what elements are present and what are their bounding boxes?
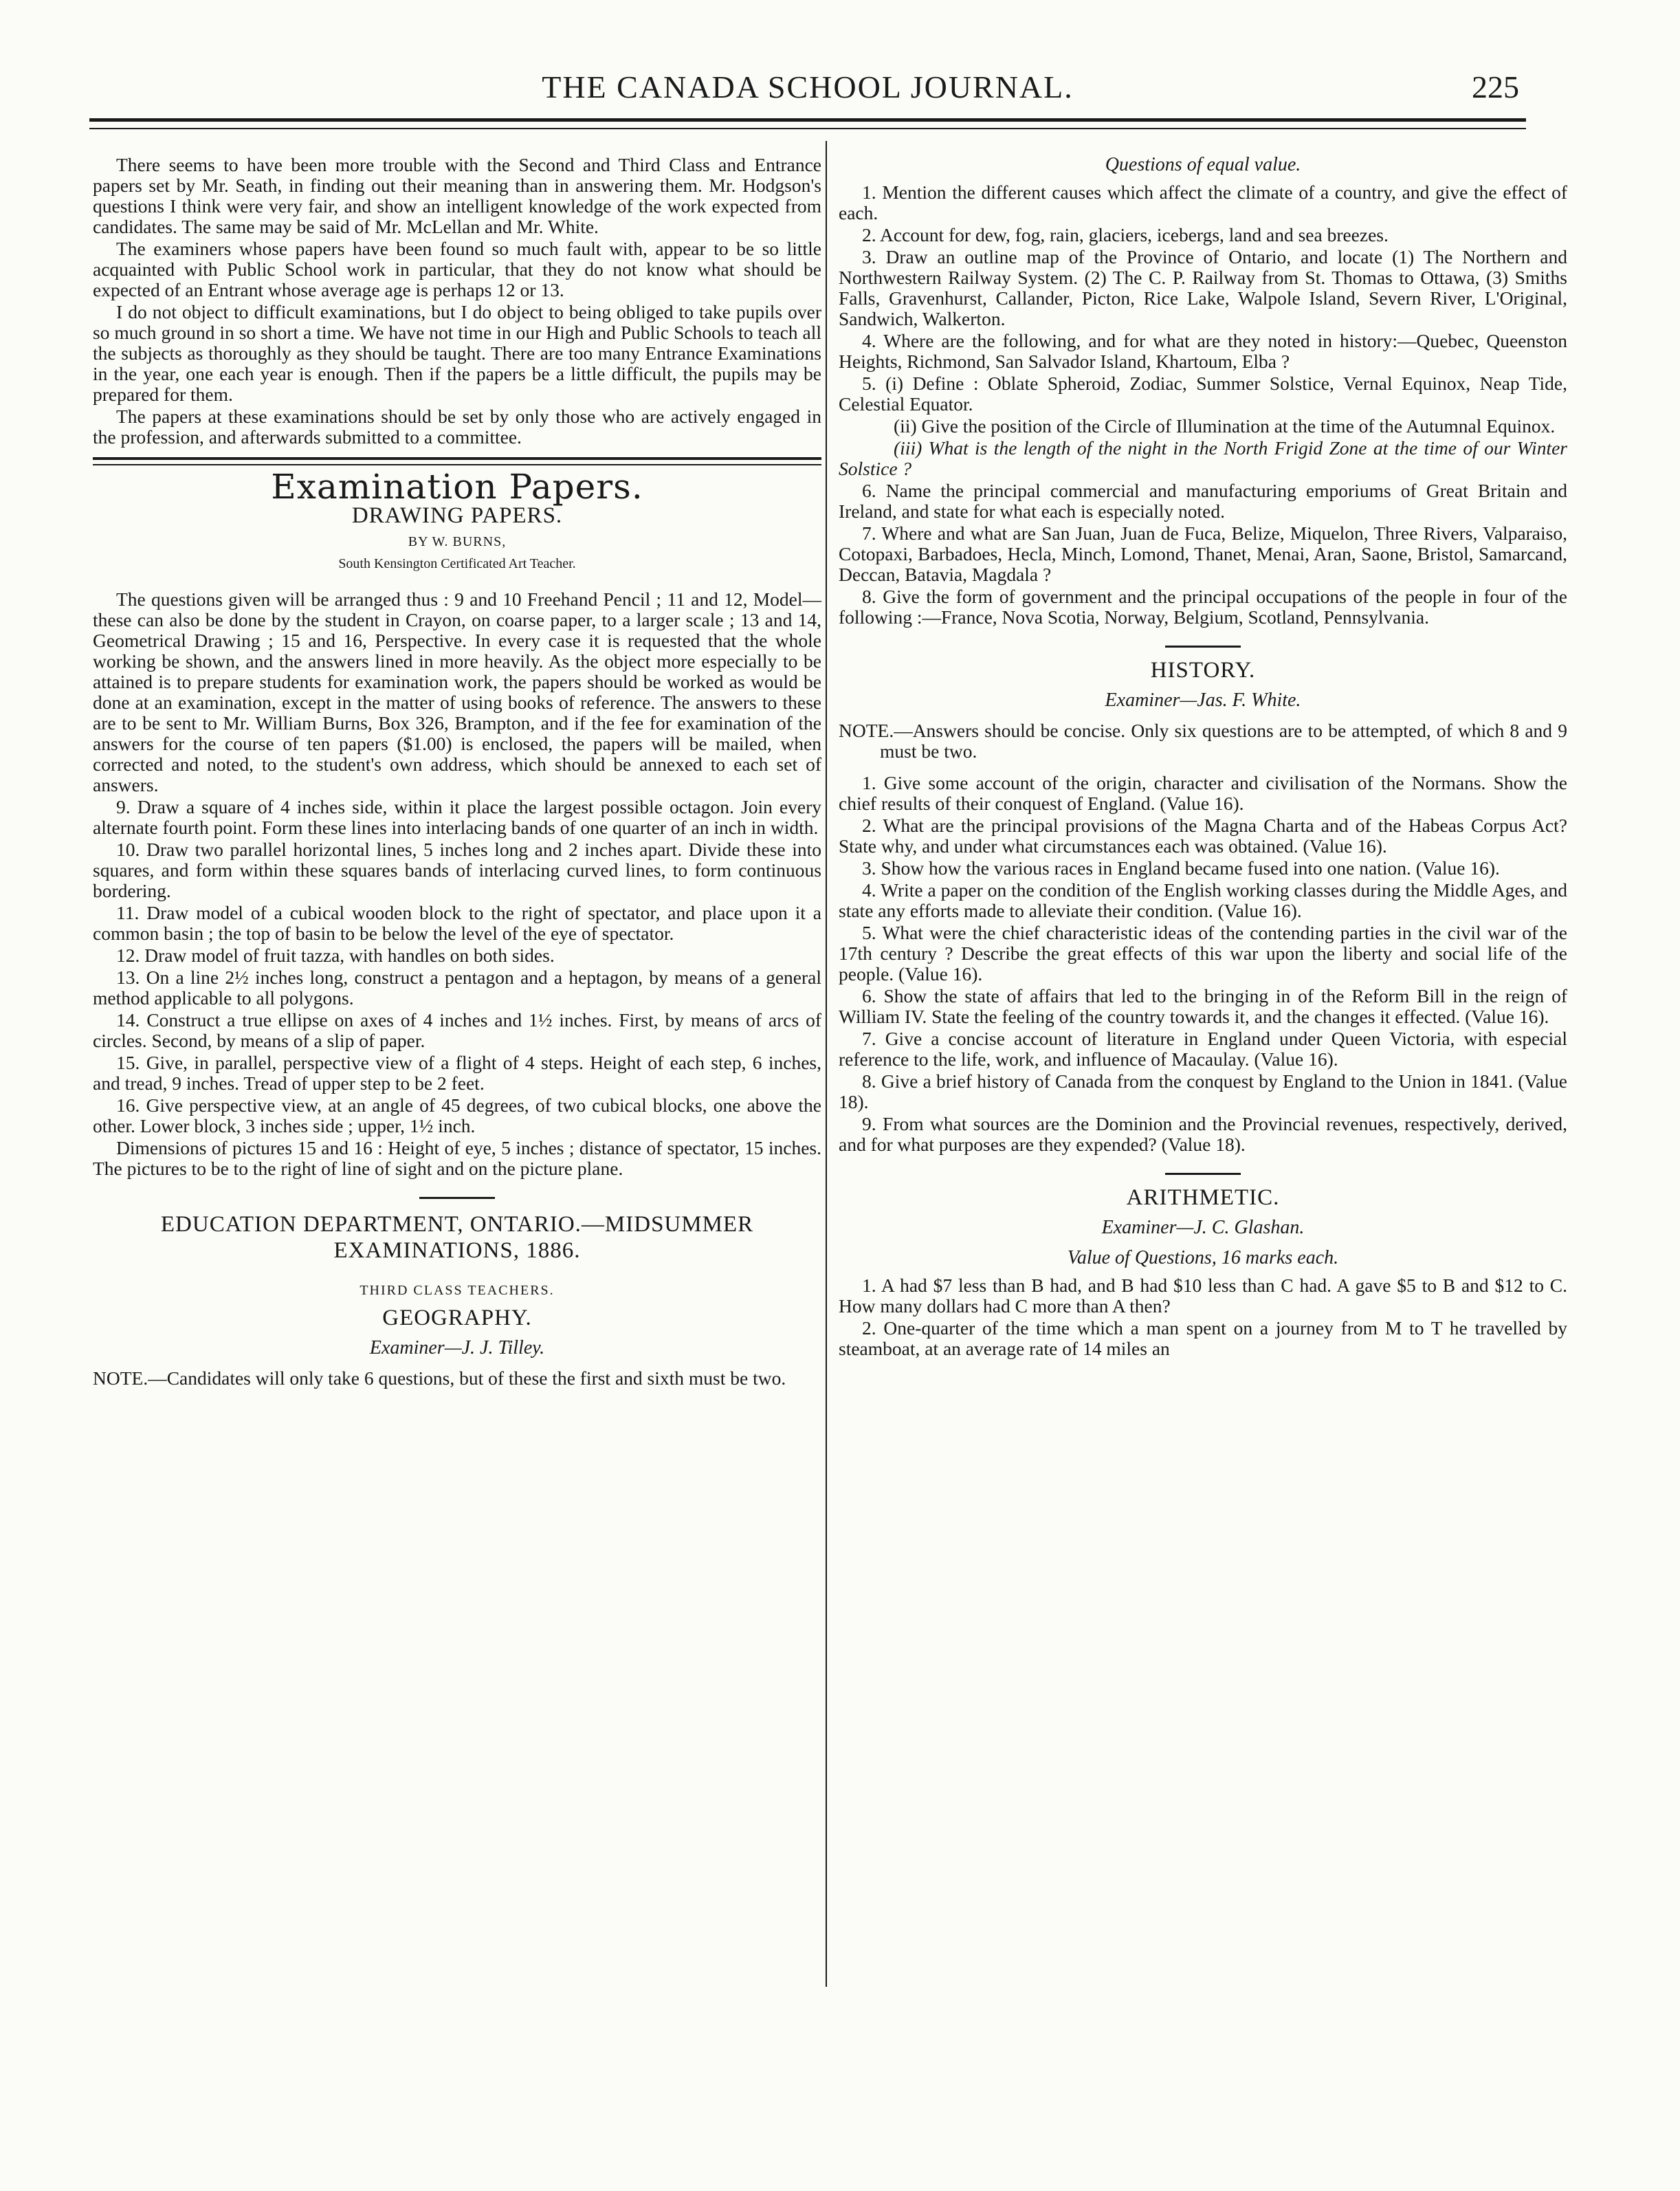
question-item: 4. Write a paper on the condition of the English working classes during the Middle Ages, and state any efforts made to alleviate their condition. (Value 16). [839, 879, 1567, 921]
paragraph: There seems to have been more trouble with the Second and Third Class and Entrance papers set by Mr. Seath, in finding out their meaning than in answering them. Mr. Hodgson's questions I think were very fair, and show an intelligent knowledge of the work expected from candidates. The same may be said of Mr. McLellan and Mr. White. [93, 154, 821, 237]
question-item: Dimensions of pictures 15 and 16 : Height of eye, 5 inches ; distance of spectator, 15 inches. The pictures to be to the right of line of sight and on the picture plane. [93, 1137, 821, 1179]
question-item: 2. Account for dew, fog, rain, glaciers, icebergs, land and sea breezes. [862, 224, 1389, 245]
question-item: 6. Show the state of affairs that led to the bringing in of the Reform Bill in the reign of William IV. State the feeling of the country towards it, and the changes it effected. (Value 16). [839, 985, 1567, 1027]
short-rule [419, 1197, 495, 1199]
question-item: 15. Give, in parallel, perspective view of a flight of 4 steps. Height of each step, 6 inches, and tread, 9 inches. Tread of upper step to be 2 feet. [93, 1052, 821, 1094]
question-item: 7. Where and what are San Juan, Juan de Fuca, Belize, Miquelon, Three Rivers, Valparaiso, Cotopaxi, Barbadoes, Hecla, Minch, Lomond, Thanet, Menai, Aran, Saone, Bristol, Samarcand, Deccan, Batavia, Magdala ? [839, 522, 1567, 585]
history-examiner: Examiner—Jas. F. White. [1105, 690, 1301, 711]
left-column [93, 155, 821, 1390]
question-subitem: (ii) Give the position of the Circle of Illumination at the time of the Autumnal Equinox. [894, 415, 1556, 437]
section-rule [93, 457, 821, 465]
education-department-title: EDUCATION DEPARTMENT, ONTARIO.—MIDSUMMER EXAMINATIONS, 1886. [160, 1212, 754, 1263]
question-item: 5. (i) Define : Oblate Spheroid, Zodiac, Summer Solstice, Vernal Equinox, Neap Tide, Celestial Equator. [839, 373, 1567, 415]
question-item: 8. Give the form of government and the principal occupations of the people in four of the following :—France, Nova Scotia, Norway, Belgium, Scotland, Pennsylvania. [839, 586, 1567, 628]
question-item: 7. Give a concise account of literature in England under Queen Victoria, with especial reference to the life, work, and influence of Macaulay. (Value 16). [839, 1028, 1567, 1070]
short-rule [1165, 1173, 1241, 1175]
third-class-label: THIRD CLASS TEACHERS. [360, 1283, 555, 1298]
arithmetic-examiner: Examiner—J. C. Glashan. [1101, 1217, 1305, 1238]
question-item: 1. Give some account of the origin, character and civilisation of the Normans. Show the chief results of their conquest of England. (Value 16). [839, 772, 1567, 814]
question-item: 10. Draw two parallel horizontal lines, 5 inches long and 2 inches apart. Divide these into squares, and form within these squares bands of interlacing curved lines, to form continuous bordering. [93, 839, 821, 901]
paragraph: The papers at these examinations should be set by only those who are actively engaged in the profession, and afterwards submitted to a committee. [93, 406, 821, 448]
history-note: NOTE.—Answers should be concise. Only six questions are to be attempted, of which 8 and 9 must be two. [839, 720, 1567, 762]
question-item: 16. Give perspective view, at an angle of 45 degrees, of two cubical blocks, one above the other. Lower block, 3 inches side ; upper, 1½ inch. [93, 1094, 821, 1136]
section-heading: Examination Papers. [271, 467, 643, 507]
question-item: 9. From what sources are the Dominion and the Provincial revenues, respectively, derived, and for what purposes are they expended? (Value 18). [839, 1113, 1567, 1155]
question-item: 4. Where are the following, and for what are they noted in history:—Quebec, Queenston Heights, Richmond, San Salvador Island, Khartoum, Elba ? [839, 330, 1567, 372]
paragraph: I do not object to difficult examinations, but I do object to being obliged to take pupils over so much ground in so short a time. We have not time in our High and Public Schools to teach all the subjects as thoroughly as they should be taught. There are too many Entrance Examinations in the year, one each year is enough. Then if the papers be a little difficult, the pupils may be prepared for them. [93, 301, 821, 405]
question-item: 1. Mention the different causes which affect the climate of a country, and give the effect of each. [839, 181, 1567, 223]
question-item: 2. What are the principal provisions of the Magna Charta and of the Habeas Corpus Act? State why, and under what circumstances each was obtained. (Value 16). [839, 815, 1567, 857]
page-header [89, 69, 1526, 110]
column-divider [826, 141, 827, 1987]
question-item: 1. A had $7 less than B had, and B had $10 less than C had. A gave $5 to B and $12 to C. How many dollars had C more than A then? [839, 1275, 1567, 1317]
header-rule [89, 118, 1526, 122]
paragraph: The questions given will be arranged thus : 9 and 10 Freehand Pencil ; 11 and 12, Model—these can also be done by the student in Crayon, on coarse paper, to a larger scale ; 13 and 14, Geometrical Drawing ; 15 and 16, Perspective. In every case it is requested that the whole working be shown, and the answers lined in more heavily. As the object more especially to be attained is to prepare students for examination work, the papers should be worked as would be done at an examination, except in the matter of using books of reference. The answers to these are to be sent to Mr. William Burns, Box 326, Brampton, and if the fee for examination of the answers for the course of ten papers ($1.00) is enclosed, the papers will be mailed, when corrected and noted, to the student's own address, which should be annexed to each set of answers. [93, 588, 821, 795]
question-item: 14. Construct a true ellipse on axes of 4 inches and 1½ inches. First, by means of arcs of circles. Second, by means of a slip of paper. [93, 1009, 821, 1051]
geography-note: NOTE.—Candidates will only take 6 questions, but of these the first and sixth must be two. [93, 1367, 786, 1389]
question-subitem: (iii) What is the length of the night in the North Frigid Zone at the time of our Winter Solstice ? [839, 437, 1567, 479]
arithmetic-title: ARITHMETIC. [1126, 1185, 1280, 1210]
geography-examiner: Examiner—J. J. Tilley. [369, 1337, 545, 1358]
history-title: HISTORY. [1150, 658, 1256, 683]
question-item: 9. Draw a square of 4 inches side, within it place the largest possible octagon. Join every alternate fourth point. Form these lines into interlacing bands of one quarter of an inch in width. [93, 796, 821, 838]
short-rule [1165, 646, 1241, 648]
question-item: 3. Draw an outline map of the Province of Ontario, and locate (1) The Northern and Northwestern Railway System. (2) The C. P. Railway from St. Thomas to Ottawa, (3) Smiths Falls, Gravenhurst, Callander, Picton, Rice Lake, Walpole Island, Severn River, L'Original, Sandwich, Walkerton. [839, 246, 1567, 329]
question-item: 3. Show how the various races in England became fused into one nation. (Value 16). [862, 857, 1500, 879]
author-byline: BY W. BURNS, [408, 534, 507, 549]
equal-value-label: Questions of equal value. [1105, 154, 1301, 175]
arithmetic-value-label: Value of Questions, 16 marks each. [1067, 1247, 1339, 1268]
question-item: 8. Give a brief history of Canada from the conquest by England to the Union in 1841. (Value 18). [839, 1070, 1567, 1112]
geography-title: GEOGRAPHY. [382, 1306, 532, 1330]
question-item: 5. What were the chief characteristic ideas of the contending parties in the civil war of the 17th century ? Describe the great effects of this war upon the liberty and social life of the people. (Value 16). [839, 922, 1567, 984]
question-item: 13. On a line 2½ inches long, construct a pentagon and a heptagon, by means of a general method applicable to all polygons. [93, 967, 821, 1009]
author-credential: South Kensington Certificated Art Teacher. [338, 556, 576, 571]
header-rule-thin [89, 128, 1526, 129]
journal-title: THE CANADA SCHOOL JOURNAL. [542, 69, 1074, 104]
question-item: 2. One-quarter of the time which a man spent on a journey from M to T he travelled by steamboat, at an average rate of 14 miles an [839, 1317, 1567, 1359]
question-item: 11. Draw model of a cubical wooden block to the right of spectator, and place upon it a common basin ; the top of basin to be below the level of the eye of spectator. [93, 902, 821, 944]
page-number: 225 [1472, 69, 1519, 104]
right-column [839, 155, 1567, 1361]
paragraph: The examiners whose papers have been found so much fault with, appear to be so little acquainted with Public School work in particular, that they do not know what should be expected of an Entrant whose average age is perhaps 12 or 13. [93, 238, 821, 300]
question-item: 6. Name the principal commercial and manufacturing emporiums of Great Britain and Ireland, and state for what each is especially noted. [839, 480, 1567, 522]
drawing-papers-title: DRAWING PAPERS. [351, 503, 563, 528]
question-item: 12. Draw model of fruit tazza, with handles on both sides. [116, 945, 555, 966]
